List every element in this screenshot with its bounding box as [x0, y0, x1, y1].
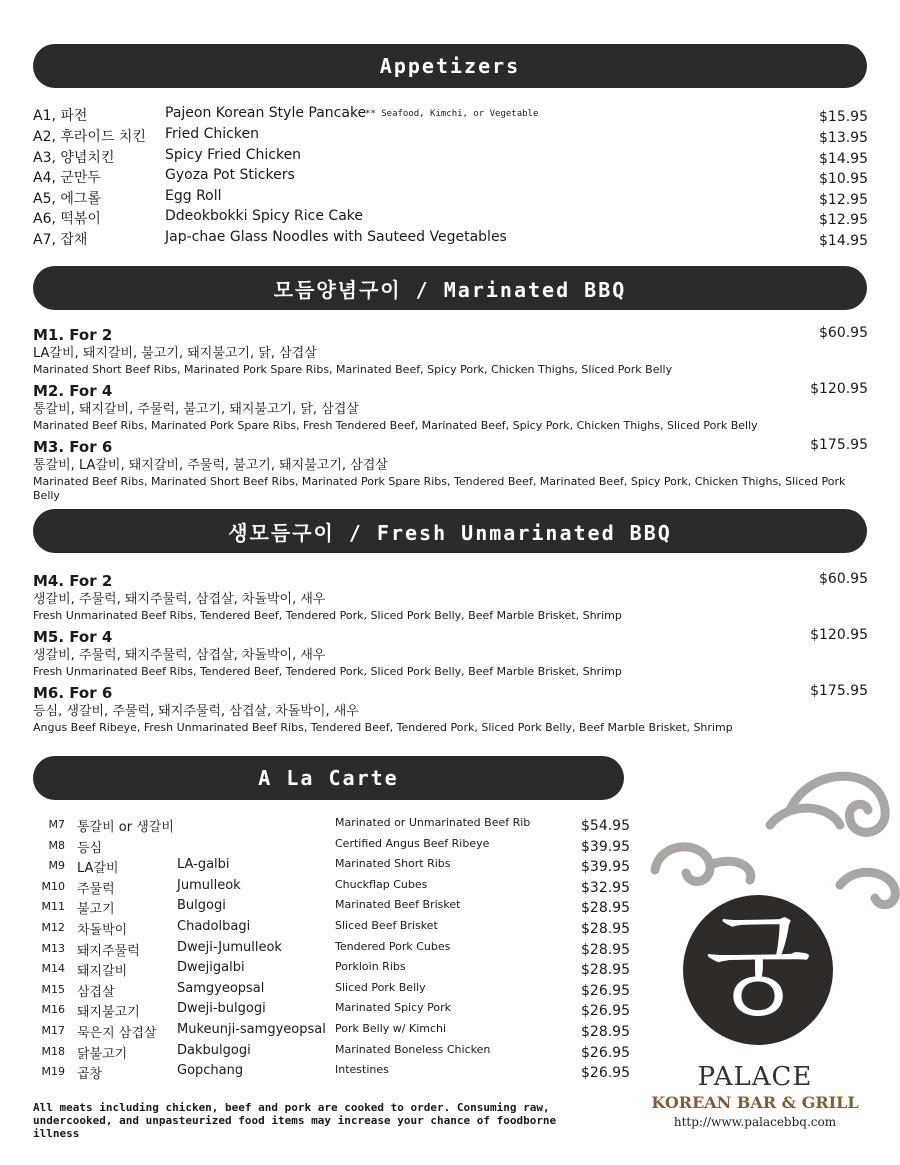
item-price: $14.95 — [819, 151, 868, 167]
item-price: $28.95 — [581, 900, 630, 917]
set-price: $175.95 — [810, 437, 868, 453]
appetizers-banner — [33, 44, 867, 88]
item-code: M13 — [41, 941, 65, 955]
menu-item-row — [33, 229, 868, 250]
item-description: Marinated Beef Brisket — [335, 898, 461, 912]
item-code: M17 — [41, 1024, 65, 1037]
brand-logo — [640, 755, 900, 1055]
alacarte-row — [40, 981, 630, 1001]
set-price: $60.95 — [819, 325, 868, 341]
item-price: $39.95 — [581, 859, 630, 876]
menu-item-row — [33, 147, 868, 168]
item-name: Ddeokbokki Spicy Rice Cake — [165, 208, 364, 224]
set-title: M3. For 6 — [33, 438, 113, 456]
alacarte-row — [40, 878, 630, 898]
item-romanized-name: Dakbulgogi — [177, 1042, 251, 1058]
fresh-banner — [33, 509, 867, 553]
item-romanized-name: Bulgogi — [177, 898, 226, 914]
set-english-list: Marinated Beef Ribs, Marinated Pork Spare Ribs, Fresh Tendered Beef, Marinated Beef, Spicy Pork, Chicken Thighs, Sliced Pork Belly — [33, 419, 758, 432]
item-code: M18 — [41, 1044, 65, 1058]
item-name: Fried Chicken — [165, 126, 259, 142]
alacarte-row — [40, 1063, 630, 1083]
item-code: A6, 떡볶이 — [33, 211, 101, 227]
cloud-swirl-icon — [640, 755, 900, 1055]
set-korean-list: 생갈비, 주물럭, 돼지주물럭, 삼겹살, 차돌박이, 새우 — [33, 648, 326, 663]
alacarte-row — [40, 1043, 630, 1063]
item-price: $26.95 — [581, 982, 630, 999]
item-code: A7, 잡채 — [33, 232, 88, 248]
item-korean-name: LA갈비 — [77, 861, 119, 877]
set-title: M5. For 4 — [33, 628, 113, 646]
item-korean-name: 불고기 — [77, 902, 115, 918]
bbq-set-item — [33, 381, 868, 433]
alacarte-row — [40, 898, 630, 918]
set-price: $175.95 — [810, 683, 868, 699]
item-korean-name: 주물럭 — [77, 881, 115, 897]
item-price: $26.95 — [581, 1065, 630, 1082]
appetizers-title: Appetizers — [379, 54, 521, 78]
item-korean-name: 돼지주물럭 — [77, 943, 140, 959]
item-price: $26.95 — [581, 1044, 630, 1061]
marinated-banner — [33, 266, 867, 310]
item-romanized-name: Mukeunji-samgyeopsal — [177, 1022, 326, 1037]
set-korean-list: 통갈비, 돼지갈비, 주물럭, 불고기, 돼지불고기, 닭, 삼겹살 — [33, 402, 359, 417]
item-code: M19 — [41, 1065, 65, 1079]
set-title: M1. For 2 — [33, 326, 113, 344]
item-price: $12.95 — [819, 212, 868, 228]
item-name: Jap-chae Glass Noodles with Sauteed Vegetables — [165, 229, 507, 245]
item-description: Marinated Spicy Pork — [335, 1001, 452, 1015]
item-korean-name: 닭불고기 — [77, 1046, 128, 1062]
logo-glyph: 궁 — [704, 903, 812, 1031]
bbq-set-item — [33, 325, 868, 377]
item-korean-name: 차돌박이 — [77, 923, 128, 938]
item-code: M10 — [41, 879, 65, 893]
item-romanized-name: Gopchang — [177, 1063, 244, 1079]
item-code: A1, 파전 — [33, 108, 88, 124]
item-korean-name: 통갈비 or 생갈비 — [77, 820, 174, 835]
item-code: M7 — [48, 818, 65, 831]
item-code: M15 — [41, 982, 65, 996]
set-price: $120.95 — [810, 381, 868, 397]
marinated-title: 모듬양념구이 / Marinated BBQ — [273, 277, 627, 302]
alacarte-row — [40, 816, 630, 836]
set-korean-list: 통갈비, LA갈비, 돼지갈비, 주물럭, 불고기, 돼지불고기, 삼겹살 — [33, 458, 388, 473]
item-code: A5, 에그롤 — [33, 191, 101, 207]
item-romanized-name: Chadolbagi — [177, 919, 251, 934]
item-description: Marinated Boneless Chicken — [335, 1042, 491, 1056]
item-price: $28.95 — [581, 1024, 630, 1040]
logo-seal-icon — [683, 895, 833, 1045]
item-description: Intestines — [335, 1063, 389, 1077]
item-price: $10.95 — [819, 171, 868, 187]
item-code: M8 — [48, 838, 65, 852]
item-description: Porkloin Ribs — [335, 960, 406, 974]
set-english-list: Marinated Beef Ribs, Marinated Short Beef Ribs, Marinated Pork Spare Ribs, Tendered Beef, Marinated Beef, Spicy Pork, Chicken Thighs, Sliced Pork Belly — [33, 475, 846, 502]
item-korean-name: 삼겹살 — [77, 984, 115, 1000]
alacarte-title: A La Carte — [258, 766, 399, 790]
item-code: A4, 군만두 — [33, 170, 101, 186]
item-price: $39.95 — [581, 838, 630, 855]
brand-subtitle: KOREAN BAR & GRILL — [651, 1093, 859, 1112]
menu-item-row — [33, 126, 868, 147]
set-price: $120.95 — [810, 627, 868, 643]
item-price: $32.95 — [581, 879, 630, 896]
item-korean-name: 묵은지 삼겹살 — [77, 1026, 157, 1041]
item-description: Sliced Pork Belly — [335, 980, 426, 994]
item-code: M9 — [48, 859, 65, 873]
item-code: M14 — [41, 962, 65, 976]
bbq-set-item — [33, 683, 868, 735]
item-description: Sliced Beef Brisket — [335, 919, 438, 932]
item-romanized-name: Samgyeopsal — [177, 980, 265, 996]
footnote-line-1: All meats including chicken, beef and pork are cooked to order. Consuming raw, — [33, 1101, 550, 1114]
item-price: $28.95 — [581, 962, 630, 979]
set-title: M2. For 4 — [33, 382, 113, 400]
item-name: Egg Roll — [165, 188, 222, 204]
item-name: Gyoza Pot Stickers — [165, 167, 295, 183]
brand-name: PALACE — [697, 1062, 813, 1092]
item-price: $12.95 — [819, 192, 868, 208]
item-name: Spicy Fried Chicken — [165, 147, 302, 163]
menu-item-row — [33, 167, 868, 188]
item-romanized-name: LA-galbi — [177, 857, 230, 873]
set-english-list: Fresh Unmarinated Beef Ribs, Tendered Beef, Tendered Pork, Sliced Pork Belly, Beef Marble Brisket, Shrimp — [33, 665, 622, 678]
item-price: $14.95 — [819, 233, 868, 249]
brand-url[interactable]: http://www.palacebbq.com — [673, 1115, 837, 1129]
food-safety-note — [33, 1101, 593, 1140]
alacarte-banner — [33, 756, 624, 800]
item-price: $15.95 — [819, 109, 868, 125]
set-english-list: Marinated Short Beef Ribs, Marinated Pork Spare Ribs, Marinated Beef, Spicy Pork, Chicken Thighs, Sliced Pork Belly — [33, 363, 673, 376]
item-code: M11 — [41, 900, 65, 914]
item-description: Chuckflap Cubes — [335, 877, 428, 891]
item-description: Certified Angus Beef Ribeye — [335, 836, 490, 850]
item-korean-name: 등심 — [77, 840, 103, 856]
set-korean-list: 생갈비, 주물럭, 돼지주물럭, 삼겹살, 차돌박이, 새우 — [33, 592, 326, 607]
item-price: $26.95 — [581, 1003, 630, 1020]
footnote-line-2: undercooked, and unpasteurized food items may increase your chance of foodborne illness — [33, 1114, 557, 1140]
item-description: Marinated Short Ribs — [335, 857, 451, 871]
set-title: M6. For 6 — [33, 684, 113, 702]
set-price: $60.95 — [819, 571, 868, 587]
item-code: M12 — [41, 921, 65, 934]
item-romanized-name: Jumulleok — [177, 877, 241, 893]
item-description: Marinated or Unmarinated Beef Rib — [335, 816, 531, 829]
item-korean-name: 곱창 — [77, 1067, 103, 1083]
item-price: $28.95 — [581, 941, 630, 958]
item-romanized-name: Dweji-Jumulleok — [177, 939, 282, 955]
item-price: $28.95 — [581, 921, 630, 937]
bbq-set-item — [33, 627, 868, 679]
item-romanized-name: Dwejigalbi — [177, 960, 245, 976]
bbq-set-item — [33, 437, 868, 503]
alacarte-row — [40, 837, 630, 857]
set-title: M4. For 2 — [33, 572, 113, 590]
alacarte-row — [40, 940, 630, 960]
alacarte-row — [40, 919, 630, 939]
alacarte-row — [40, 1001, 630, 1021]
set-english-list: Angus Beef Ribeye, Fresh Unmarinated Beef Ribs, Tendered Beef, Tendered Pork, Sliced Pork Belly, Beef Marble Brisket, Shrimp — [33, 721, 733, 734]
menu-item-row — [33, 188, 868, 209]
fresh-title: 생모듬구이 / Fresh Unmarinated BBQ — [228, 520, 672, 545]
item-note: ** Seafood, Kimchi, or Vegetable — [365, 109, 539, 119]
item-code: A3, 양념치킨 — [33, 150, 115, 166]
alacarte-row — [40, 960, 630, 980]
bbq-set-item — [33, 571, 868, 623]
item-romanized-name: Dweji-bulgogi — [177, 1001, 266, 1017]
menu-item-row — [33, 208, 868, 229]
item-korean-name: 돼지불고기 — [77, 1005, 140, 1021]
menu-item-row — [33, 105, 868, 126]
item-description: Tendered Pork Cubes — [335, 939, 451, 953]
item-name: Pajeon Korean Style Pancake — [165, 105, 367, 121]
alacarte-row — [40, 857, 630, 877]
item-code: A2, 후라이드 치킨 — [33, 129, 146, 145]
set-english-list: Fresh Unmarinated Beef Ribs, Tendered Beef, Tendered Pork, Sliced Pork Belly, Beef Marble Brisket, Shrimp — [33, 609, 622, 622]
set-korean-list: LA갈비, 돼지갈비, 불고기, 돼지불고기, 닭, 삼겹살 — [33, 346, 317, 361]
item-korean-name: 돼지갈비 — [77, 964, 128, 980]
item-description: Pork Belly w/ Kimchi — [335, 1022, 447, 1035]
alacarte-row — [40, 1022, 630, 1042]
set-korean-list: 등심, 생갈비, 주물럭, 돼지주물럭, 삼겹살, 차돌박이, 새우 — [33, 704, 359, 719]
item-price: $13.95 — [819, 130, 868, 146]
item-code: M16 — [41, 1003, 65, 1017]
item-price: $54.95 — [581, 818, 630, 834]
